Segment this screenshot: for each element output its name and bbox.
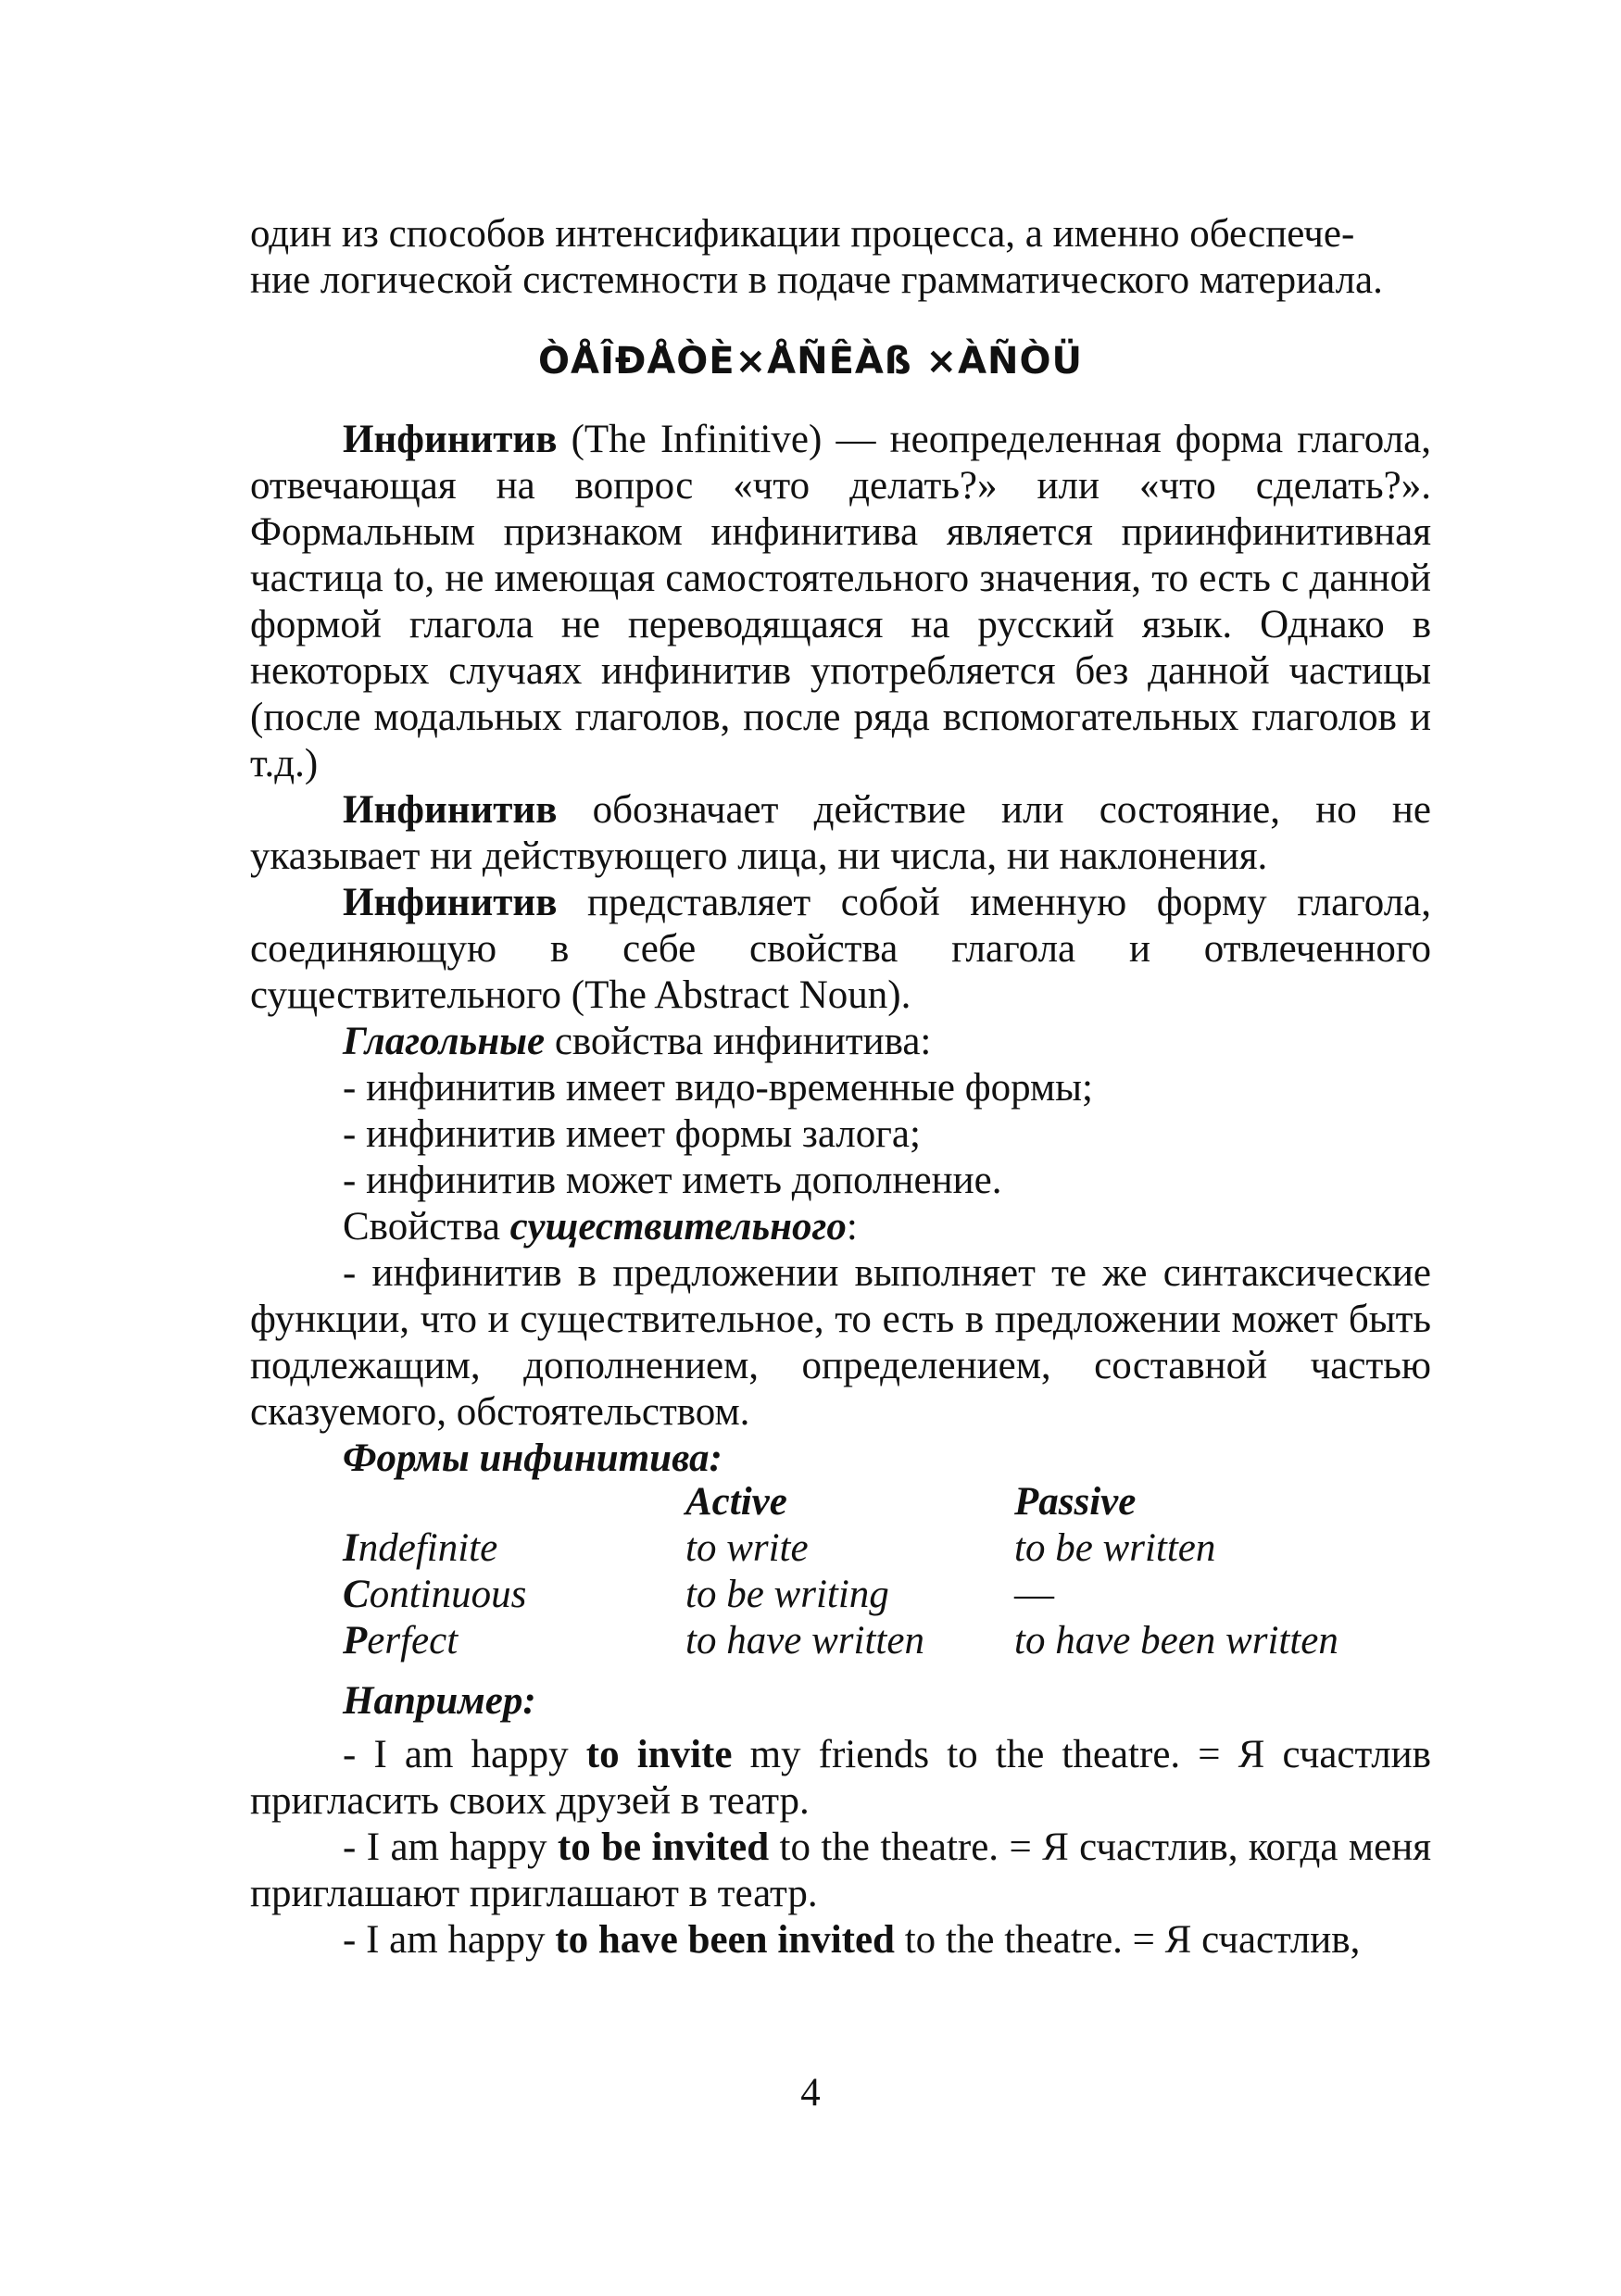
page-number: 4 <box>800 2071 821 2114</box>
example-item: - I am happy to be invited to the theatre. = Я счастлив, когда меня приглашают приглашают в театр. <box>250 1826 1432 1915</box>
example-item: - I am happy to invite my friends to the theatre. = Я счастлив пригласить своих друзей в театр. <box>250 1733 1431 1823</box>
form-passive: to be written <box>1014 1526 1216 1570</box>
forms-table <box>343 1479 1385 1664</box>
table-row <box>343 1525 1385 1572</box>
term-noun: существительного <box>509 1205 847 1248</box>
paragraph-meaning <box>250 787 1431 880</box>
table-header-row <box>343 1479 1385 1525</box>
noun-property-item: - инфинитив в предложении выполняет те же синтаксические функции, что и существительное, то есть в предложении может быть подлежащим, дополнением, определением, составной частью сказуемого, обстоятельством. <box>250 1251 1431 1434</box>
term-verbal: Глагольные <box>343 1020 546 1063</box>
paragraph-meaning-text: обозначает действие или состояние, но не указывает ни действующего лица, ни числа, ни наклонения. <box>250 788 1431 878</box>
table-row <box>343 1572 1385 1618</box>
examples-block <box>250 1678 1431 1964</box>
noun-properties-label: Свойства существительного: <box>343 1205 858 1248</box>
form-active: to have written <box>685 1619 924 1662</box>
term-infinitive: Инфинитив <box>343 788 558 832</box>
section-heading: ÒÅÎÐÅÒÈ×ÅÑÊÀß ×ÀÑÒÜ <box>537 340 1083 383</box>
form-passive: to have been written <box>1014 1619 1338 1662</box>
form-name: Indefinite <box>343 1526 498 1570</box>
body-text <box>250 417 1431 1482</box>
list-item: - инфинитив имеет формы залога; <box>343 1112 921 1156</box>
intro-line-1: один из способов интенсификации процесса, а именно обеспече- <box>250 212 1355 256</box>
header-active: Active <box>685 1480 787 1524</box>
forms-title: Формы инфинитива: <box>343 1437 723 1480</box>
form-active: to write <box>685 1526 809 1570</box>
verbal-properties-label: Глагольные свойства инфинитива: <box>343 1020 932 1063</box>
intro-block <box>250 211 1431 304</box>
example-item: - I am happy to have been invited to the theatre. = Я счастлив, <box>343 1918 1361 1962</box>
form-name: Perfect <box>343 1619 459 1662</box>
term-infinitive: Инфинитив <box>343 881 558 924</box>
header-passive: Passive <box>1014 1480 1137 1524</box>
paragraph-definition-text: (The Infinitive) — неопределенная форма глагола, отвечающая на вопрос «что делать?» или «что сделать?». Формальным признаком инфинитива является приинфинитивная частица to, не имеющая самостоятельного значения, то есть с данной формой глагола не переводящаяся на русский язык. Однако в некоторых случаях инфинитив употребляется без данной частицы (после модальных глаголов, после ряда вспомогательных глаголов и т.д.) <box>250 418 1431 785</box>
list-item: - инфинитив может иметь дополнение. <box>343 1159 1002 1202</box>
term-infinitive: Инфинитив <box>343 418 558 461</box>
paragraph-definition <box>250 417 1431 787</box>
intro-line-2: ние логической системности в подаче грамматического материала. <box>250 258 1383 302</box>
form-active: to be writing <box>685 1573 889 1616</box>
list-item: - инфинитив имеет видо-временные формы; <box>343 1066 1093 1110</box>
paragraph-nominal-form <box>250 880 1431 1019</box>
table-row <box>343 1618 1385 1664</box>
form-name: Continuous <box>343 1573 527 1616</box>
form-passive: — <box>1014 1573 1054 1616</box>
examples-title: Например: <box>343 1679 536 1723</box>
paragraph-nominal-form-text: представляет собой именную форму глагола, соединяющую в себе свойства глагола и отвлеченного существительного (The Abstract Noun). <box>250 881 1431 1017</box>
